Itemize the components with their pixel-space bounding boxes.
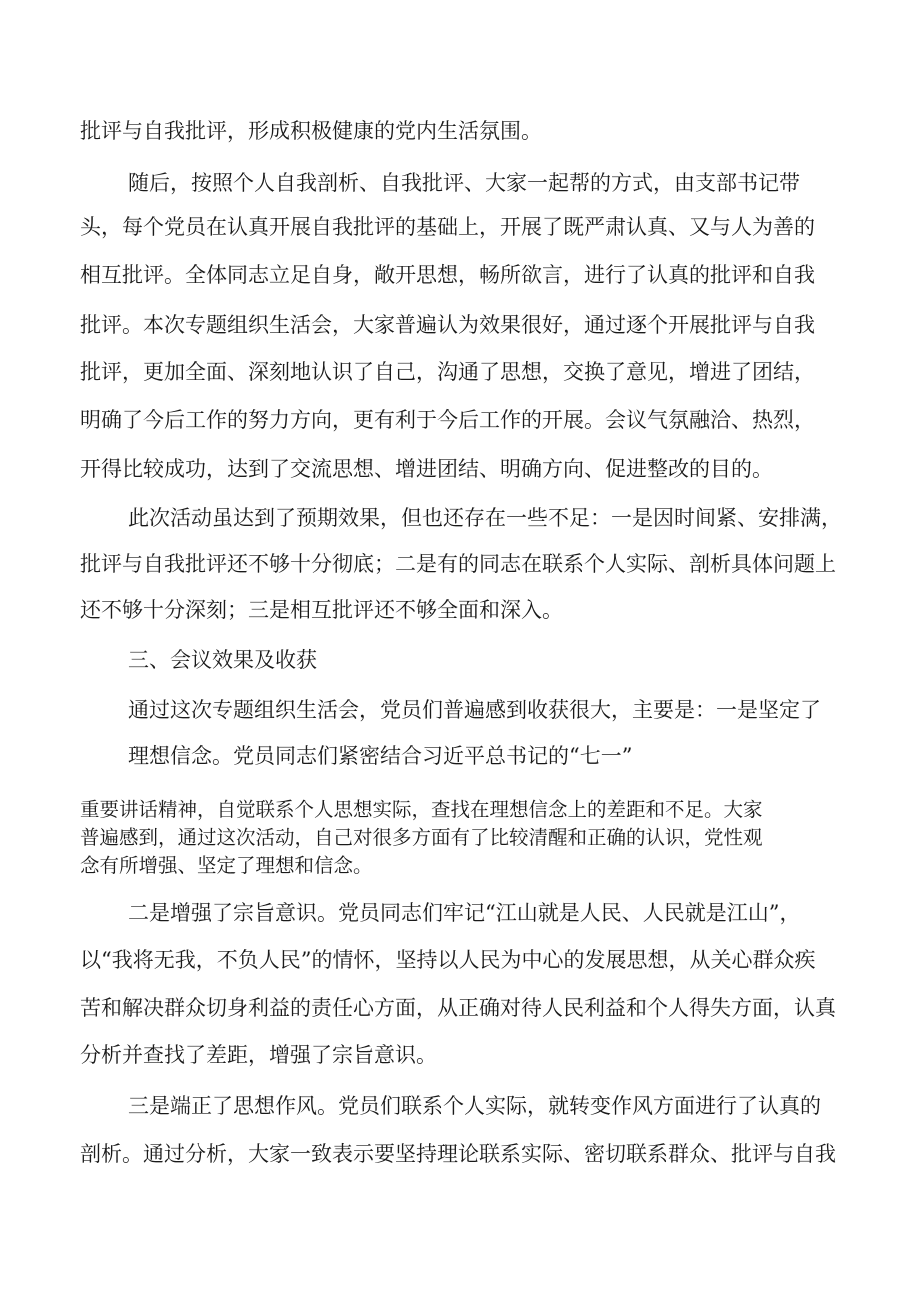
text-line: 普遍感到，通过这次活动，自己对很多方面有了比较清醒和正确的认识，党性观 (80, 826, 763, 849)
text-line: 随后，按照个人自我剖析、自我批评、大家一起帮的方式，由支部书记带 (128, 171, 800, 195)
text-line: 以“我将无我，不负人民”的情怀，坚持以人民为中心的发展思想，从关心群众疾 (80, 948, 816, 972)
text-line: 此次活动虽达到了预期效果，但也还存在一些不足：一是因时间紧、安排满， (128, 506, 842, 530)
text-line: 苦和解决群众切身利益的责任心方面，从正确对待人民利益和个人得失方面，认真 (80, 996, 836, 1020)
text-line: 理想信念。党员同志们紧密结合习近平总书记的“七一” (128, 744, 633, 768)
text-line: 剖析。通过分析，大家一致表示要坚持理论联系实际、密切联系群众、批评与自我 (80, 1142, 836, 1166)
text-line: 还不够十分深刻；三是相互批评还不够全面和深入。 (80, 598, 563, 622)
section-heading: 三、会议效果及收获 (128, 648, 317, 672)
text-line: 头，每个党员在认真开展自我批评的基础上，开展了既严肃认真、又与人为善的 (80, 215, 815, 239)
text-line: 念有所增强、坚定了理想和信念。 (80, 854, 373, 877)
text-line: 批评。本次专题组织生活会，大家普遍认为效果很好，通过逐个开展批评与自我 (80, 313, 815, 337)
text-line: 开得比较成功，达到了交流思想、增进团结、明确方向、促进整改的目的。 (80, 457, 773, 481)
text-line: 相互批评。全体同志立足自身，敞开思想，畅所欲言，进行了认真的批评和自我 (80, 263, 815, 287)
text-line: 通过这次专题组织生活会，党员们普遍感到收获很大，主要是：一是坚定了 (128, 698, 821, 722)
text-line: 明确了今后工作的努力方向，更有利于今后工作的开展。会议气氛融洽、热烈， (80, 408, 815, 432)
text-line: 批评与自我批评还不够十分彻底；二是有的同志在联系个人实际、剖析具体问题上 (80, 552, 836, 576)
text-line: 分析并查找了差距，增强了宗旨意识。 (80, 1043, 437, 1067)
text-line: 批评，更加全面、深刻地认识了自己，沟通了思想，交换了意见，增进了团结， (80, 360, 815, 384)
text-line: 重要讲话精神，自觉联系个人思想实际，查找在理想信念上的差距和不足。大家 (80, 798, 763, 821)
text-line: 二是增强了宗旨意识。党员同志们牢记“江山就是人民、人民就是江山”， (128, 901, 801, 925)
text-line: 批评与自我批评，形成积极健康的党内生活氛围。 (80, 119, 542, 143)
text-line: 三是端正了思想作风。党员们联系个人实际，就转变作风方面进行了认真的 (128, 1094, 821, 1118)
